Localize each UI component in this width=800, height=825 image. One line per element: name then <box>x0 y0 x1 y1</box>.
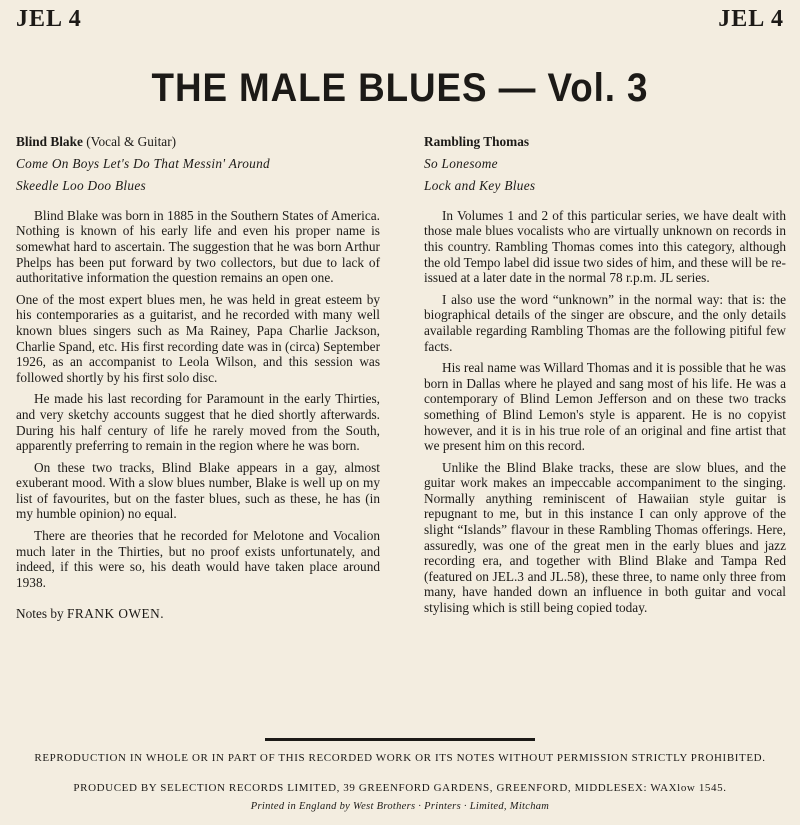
body-paragraph: He made his last recording for Paramount in the early Thirties, and very sketchy accounts suggest that he died shortly afterwards. During his half century of life he rarely moved from the South, apparently preferring to remain in the region where he was born. <box>16 391 380 454</box>
body-paragraph: One of the most expert blues men, he was held in great esteem by his contemporaries as a guitarist, and he recorded with many well known blues singers such as Ma Rainey, Papa Charlie Jackson, Charlie Spand, etc. His first recording date was in (circa) September 1926, as an accompanist to Leola Wilson, and this session was followed shortly by his first solo disc. <box>16 291 380 385</box>
album-title: THE MALE BLUES — Vol. 3 <box>151 66 649 110</box>
artist-heading-right <box>424 134 786 150</box>
copyright-notice: REPRODUCTION IN WHOLE OR IN PART OF THIS RECORDED WORK OR ITS NOTES WITHOUT PERMISSION STRICTLY PROHIBITED. <box>34 752 766 764</box>
body-paragraph: There are theories that he recorded for Melotone and Vocalion much later in the Thirties, but no proof exists unfortunately, and indeed, if this were so, his death would have taken place around 1938. <box>16 528 380 590</box>
artist-heading-left <box>16 134 380 150</box>
notes-prefix: Notes by <box>16 606 64 622</box>
artist-name: Blind Blake <box>16 134 83 149</box>
body-paragraph: Unlike the Blind Blake tracks, these are slow blues, and the guitar work makes an impeccable accompaniment to the singing. Normally anything reminiscent of Hawaiian style guitar is repugnant to me, but in this instance I can only approve of the slight “Islands” flavour in these Rambling Thomas offerings. Here, assuredly, was one of the great men in the early blues and jazz recording era, and together with Blind Blake and Tampa Red (featured on JEL.3 and JL.58), these three, to name only three from many, have handed down an influence in both guitar and vocal stylising which is still being copied today. <box>424 459 786 616</box>
notes-author: FRANK OWEN. <box>66 606 165 622</box>
track-title: Lock and Key Blues <box>424 178 536 194</box>
notes-credit <box>16 606 380 622</box>
body-paragraph: On these two tracks, Blind Blake appears in a gay, almost exuberant mood. With a slow blues number, Blake is well up on my list of favourites, but on the faster blues, such as these, he has (in my humble opinion) no equal. <box>16 459 380 522</box>
track-title: Come On Boys Let's Do That Messin' Around <box>16 155 271 171</box>
track-title: Skeedle Loo Doo Blues <box>16 178 147 194</box>
artist-role: (Vocal & Guitar) <box>86 134 177 149</box>
track-title: So Lonesome <box>424 155 498 171</box>
artist-name: Rambling Thomas <box>424 134 530 149</box>
left-column <box>16 134 380 622</box>
right-column <box>424 134 786 622</box>
body-paragraph: Blind Blake was born in 1885 in the Southern States of America. Nothing is known of his early life and even his proper name is somewhat hard to ascertain. The suggestion that he was born Arthur Phelps has been put forward by two collectors, but due to lack of authoritative information the question remains an open one. <box>16 207 380 286</box>
catalog-number-right: JEL 4 <box>718 6 784 32</box>
catalog-number-left: JEL 4 <box>16 6 82 32</box>
divider-rule <box>265 738 535 741</box>
body-paragraph: In Volumes 1 and 2 of this particular series, we have dealt with those male blues vocalists who are virtually unknown on records in this country. Rambling Thomas comes into this category, although the old Tempo label did issue two sides of him, and these will be re-issued at a later date in the normal 78 r.p.m. JL series. <box>424 207 786 286</box>
body-paragraph: I also use the word “unknown” in the normal way: that is: the biographical details of the singer are obscure, and the only details available regarding Rambling Thomas are the following pitiful few facts. <box>424 291 786 354</box>
track-list-right <box>424 156 786 194</box>
track-list-left <box>16 156 380 194</box>
body-paragraph: His real name was Willard Thomas and it is possible that he was born in Dallas where he played and sang most of his life. He was a contemporary of Blind Lemon Jefferson and on these two tracks something of Blind Lemon's style is apparent. He is no copyist however, and it is in his true role of an original and fine artist that we present him on this record. <box>424 360 786 454</box>
producer-line: PRODUCED BY SELECTION RECORDS LIMITED, 39 GREENFORD GARDENS, GREENFORD, MIDDLESEX: WAXlow 1545. <box>73 782 727 794</box>
printer-line: Printed in England by West Brothers · Printers · Limited, Mitcham <box>250 801 550 812</box>
